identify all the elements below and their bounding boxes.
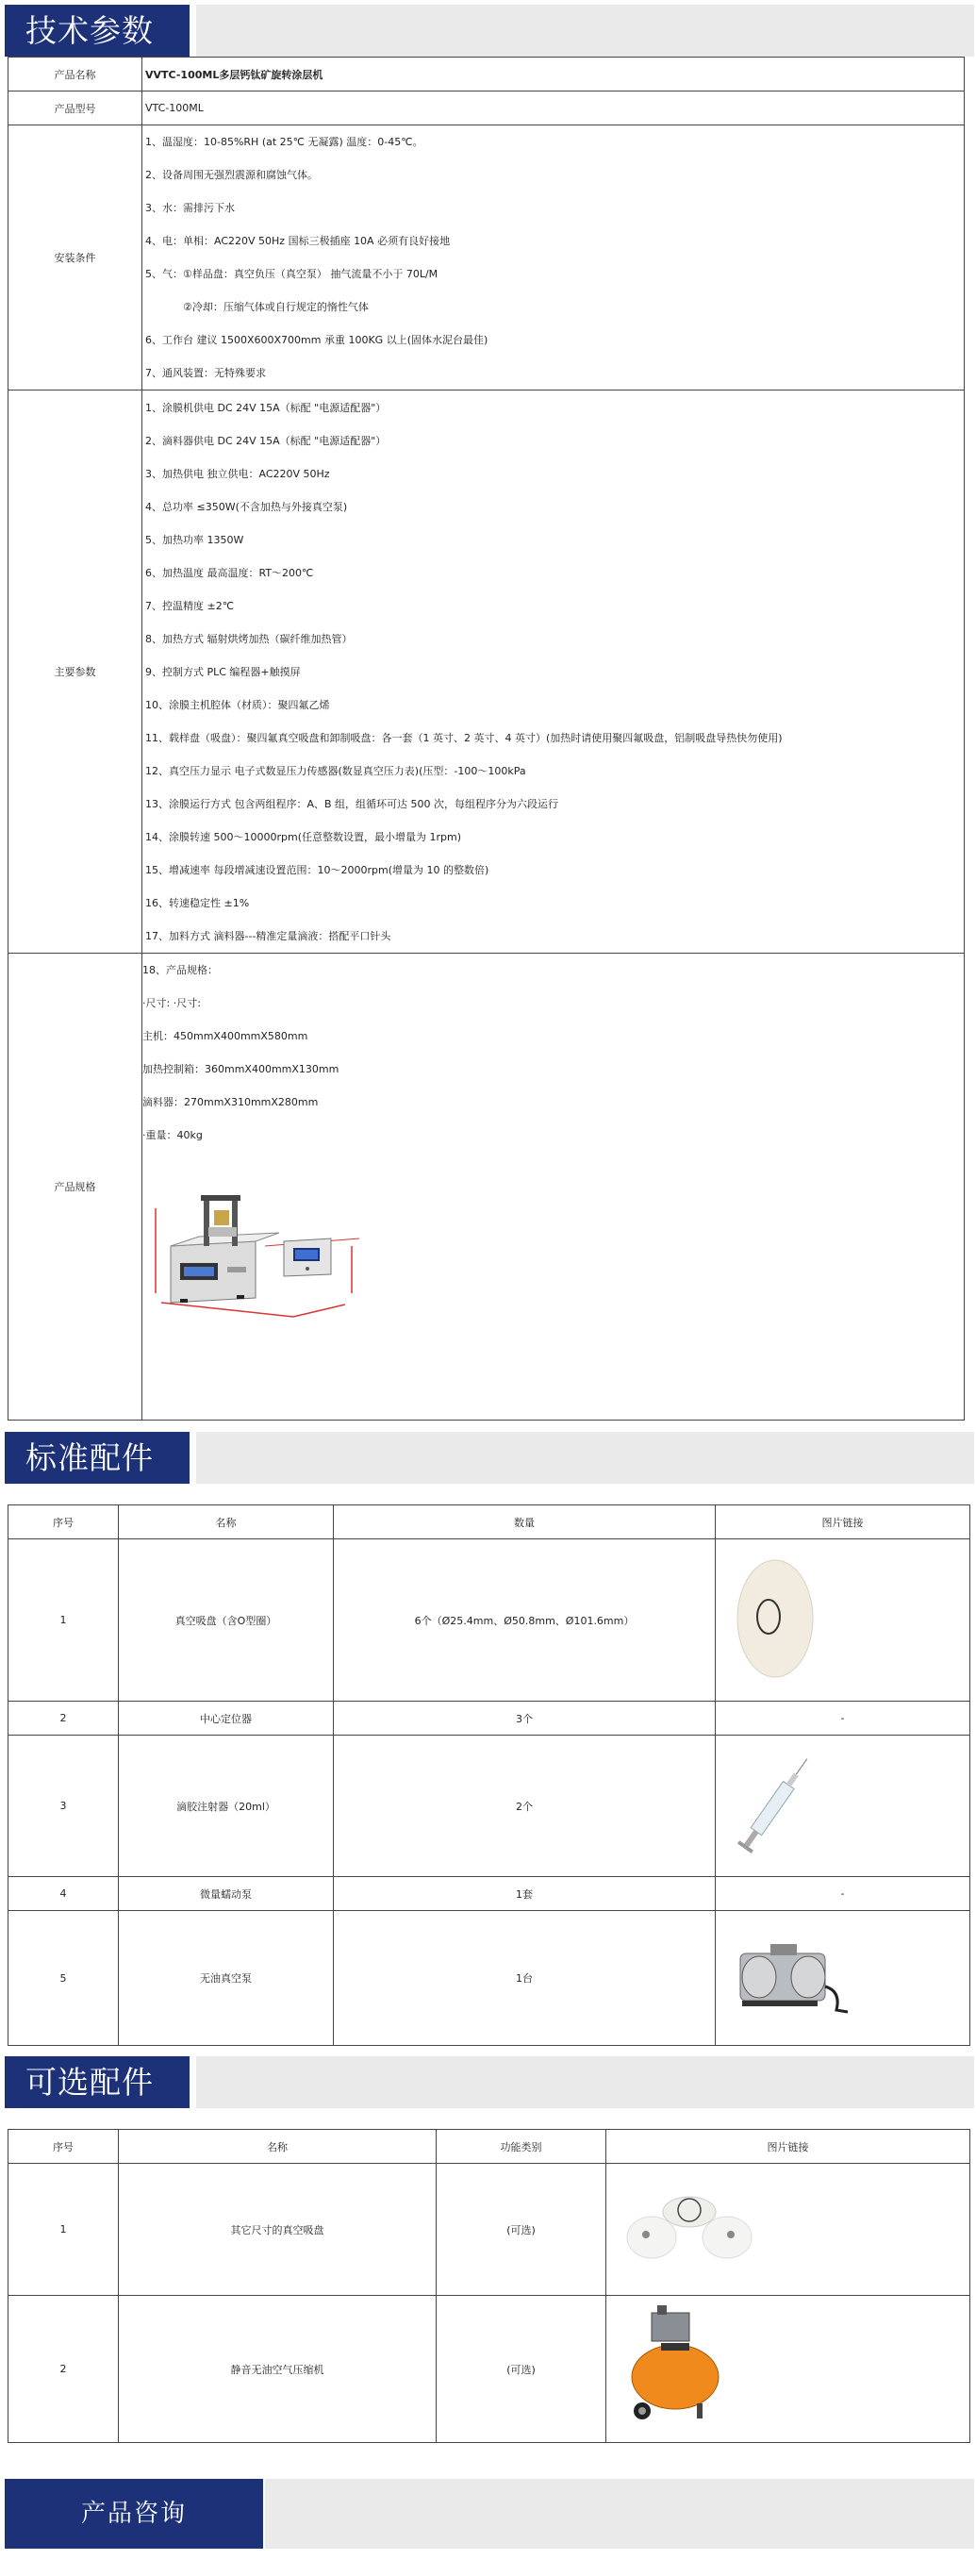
row-pic: - — [716, 1877, 970, 1911]
section-title: 技术参数 — [5, 5, 190, 57]
install-line: 2、设备周围无强烈震源和腐蚀气体。 — [145, 169, 318, 181]
row-name: 滴胶注射器（20ml） — [119, 1736, 334, 1877]
main-line: 10、涂膜主机腔体（材质）：聚四氟乙烯 — [145, 698, 330, 711]
size-line: 主机：450mmX400mmX580mm — [142, 1030, 308, 1042]
row-pic — [716, 1539, 970, 1702]
row-pic — [716, 1911, 970, 2046]
row-pic — [606, 2296, 970, 2443]
row-name: 中心定位器 — [119, 1702, 334, 1736]
main-line: 5、加热功率 1350W — [145, 533, 244, 546]
vacuum-pump-image — [733, 1935, 855, 2019]
spin-coater-machine-image — [152, 1189, 369, 1321]
row-number: 4 — [8, 1877, 119, 1911]
section-header-std-accessories — [5, 1432, 974, 1484]
row-qty: 1套 — [334, 1877, 716, 1911]
row-type: (可选) — [437, 2296, 606, 2443]
install-line: 5、气：①样品盘：真空负压（真空泵） 抽气流量不小于 70L/M — [145, 268, 438, 280]
section-header-opt-accessories — [5, 2056, 974, 2108]
main-line: 3、加热供电 独立供电：AC220V 50Hz — [145, 467, 330, 480]
section-title: 可选配件 — [5, 2056, 190, 2108]
opt-accessories-table — [8, 2129, 970, 2443]
col-header: 图片链接 — [716, 1505, 970, 1539]
size-line: ·尺寸: ·尺寸: — [142, 997, 201, 1009]
col-header: 数量 — [334, 1505, 716, 1539]
size-line: 18、产品规格： — [142, 964, 218, 976]
table-header-row — [8, 2130, 970, 2164]
main-line: 4、总功率 ≤350W(不含加热与外接真空泵) — [145, 500, 348, 513]
main-line: 7、控温精度 ±2℃ — [145, 599, 235, 612]
col-header: 序号 — [8, 2130, 119, 2164]
spec-install-list — [142, 125, 965, 391]
main-line: 12、真空压力显示 电子式数显压力传感器(数显真空压力表)(压型：-100～100kPa — [145, 764, 526, 777]
spec-model-label: 产品型号 — [8, 91, 142, 125]
table-row — [8, 2296, 970, 2443]
row-name: 真空吸盘（含O型圈） — [119, 1539, 334, 1702]
spec-name-value: VVTC-100ML多层钙钛矿旋转涂层机 — [142, 58, 965, 91]
install-line: 7、通风装置：无特殊要求 — [145, 367, 266, 379]
col-header: 功能类别 — [437, 2130, 606, 2164]
spec-table — [8, 57, 965, 1421]
row-pic: - — [716, 1702, 970, 1736]
install-line: 1、温湿度：10-85%RH (at 25℃ 无凝露) 温度：0-45℃。 — [145, 136, 423, 148]
spec-name-label: 产品名称 — [8, 58, 142, 91]
row-number: 2 — [8, 1702, 119, 1736]
main-line: 14、涂膜转速 500～10000rpm(任意整数设置，最小增量为 1rpm) — [145, 830, 461, 843]
spec-main-list — [142, 391, 965, 954]
main-line: 17、加料方式 滴料器---精准定量滴液：搭配平口针头 — [145, 929, 391, 942]
table-row — [8, 1736, 970, 1877]
main-line: 9、控制方式 PLC 编程器+触摸屏 — [145, 665, 301, 678]
syringe-image — [733, 1743, 818, 1866]
spec-main-label: 主要参数 — [8, 391, 142, 954]
table-row — [8, 1877, 970, 1911]
main-line: 2、滴料器供电 DC 24V 15A（标配 "电源适配器"） — [145, 434, 387, 447]
row-pic — [716, 1736, 970, 1877]
row-pic — [606, 2164, 970, 2296]
row-number: 5 — [8, 1911, 119, 2046]
air-compressor-image — [623, 2302, 727, 2434]
row-type: (可选) — [437, 2164, 606, 2296]
row-number: 3 — [8, 1736, 119, 1877]
row-number: 1 — [8, 2164, 119, 2296]
row-qty: 6个（Ø25.4mm、Ø50.8mm、Ø101.6mm） — [334, 1539, 716, 1702]
table-row — [8, 1911, 970, 2046]
main-line: 16、转速稳定性 ±1% — [145, 896, 250, 909]
row-qty: 1台 — [334, 1911, 716, 2046]
spec-install-label: 安装条件 — [8, 125, 142, 391]
col-header: 名称 — [119, 1505, 334, 1539]
table-row — [8, 2164, 970, 2296]
install-line: 3、水：需排污下水 — [145, 202, 235, 214]
size-line: 加热控制箱：360mmX400mmX130mm — [142, 1063, 339, 1075]
row-name: 其它尺寸的真空吸盘 — [119, 2164, 437, 2296]
spec-size-label: 产品规格 — [8, 954, 142, 1421]
col-header: 序号 — [8, 1505, 119, 1539]
row-number: 2 — [8, 2296, 119, 2443]
col-header: 图片链接 — [606, 2130, 970, 2164]
main-line: 1、涂膜机供电 DC 24V 15A（标配 "电源适配器"） — [145, 401, 387, 414]
std-accessories-table — [8, 1504, 970, 2046]
vacuum-chucks-image — [623, 2185, 755, 2270]
main-line: 11、载样盘（吸盘）：聚四氟真空吸盘和卸制吸盘：各一套（1 英寸、2 英寸、4 英寸）(加热时请使用聚四氟吸盘，铝制吸盘导热快勿使用) — [145, 731, 783, 744]
main-line: 6、加热温度 最高温度：RT～200℃ — [145, 566, 314, 579]
install-line: 4、电：单相：AC220V 50Hz 国标三极插座 10A 必须有良好接地 — [145, 235, 451, 247]
row-name: 微量蠕动泵 — [119, 1877, 334, 1911]
consult-banner — [5, 2479, 974, 2549]
main-line: 13、涂膜运行方式 包含两组程序：A、B 组，组循环可达 500 次，每组程序分为六段运行 — [145, 797, 559, 810]
row-number: 1 — [8, 1539, 119, 1702]
table-row — [8, 1539, 970, 1702]
size-line: 滴料器：270mmX310mmX280mm — [142, 1096, 319, 1108]
row-name: 静音无油空气压缩机 — [119, 2296, 437, 2443]
section-title: 标准配件 — [5, 1432, 190, 1484]
main-line: 8、加热方式 辐射烘烤加热（碳纤维加热管） — [145, 632, 353, 645]
spec-model-value: VTC-100ML — [142, 91, 965, 125]
install-line: 6、工作台 建议 1500X600X700mm 承重 100KG 以上(固体水泥台最佳) — [145, 334, 488, 346]
main-line: 15、增减速率 每段增减速设置范围：10～2000rpm(增量为 10 的整数倍) — [145, 863, 489, 876]
row-name: 无油真空泵 — [119, 1911, 334, 2046]
install-line: ②冷却：压缩气体或自行规定的惰性气体 — [183, 301, 369, 313]
consult-button[interactable]: 产品咨询 — [5, 2479, 263, 2549]
size-line: ·重量：40kg — [142, 1129, 203, 1141]
section-header-tech-params — [5, 5, 974, 57]
col-header: 名称 — [119, 2130, 437, 2164]
table-header-row — [8, 1505, 970, 1539]
spec-size-list — [142, 954, 965, 1421]
table-row — [8, 1702, 970, 1736]
vacuum-chuck-image — [733, 1553, 818, 1685]
row-qty: 2个 — [334, 1736, 716, 1877]
row-qty: 3个 — [334, 1702, 716, 1736]
